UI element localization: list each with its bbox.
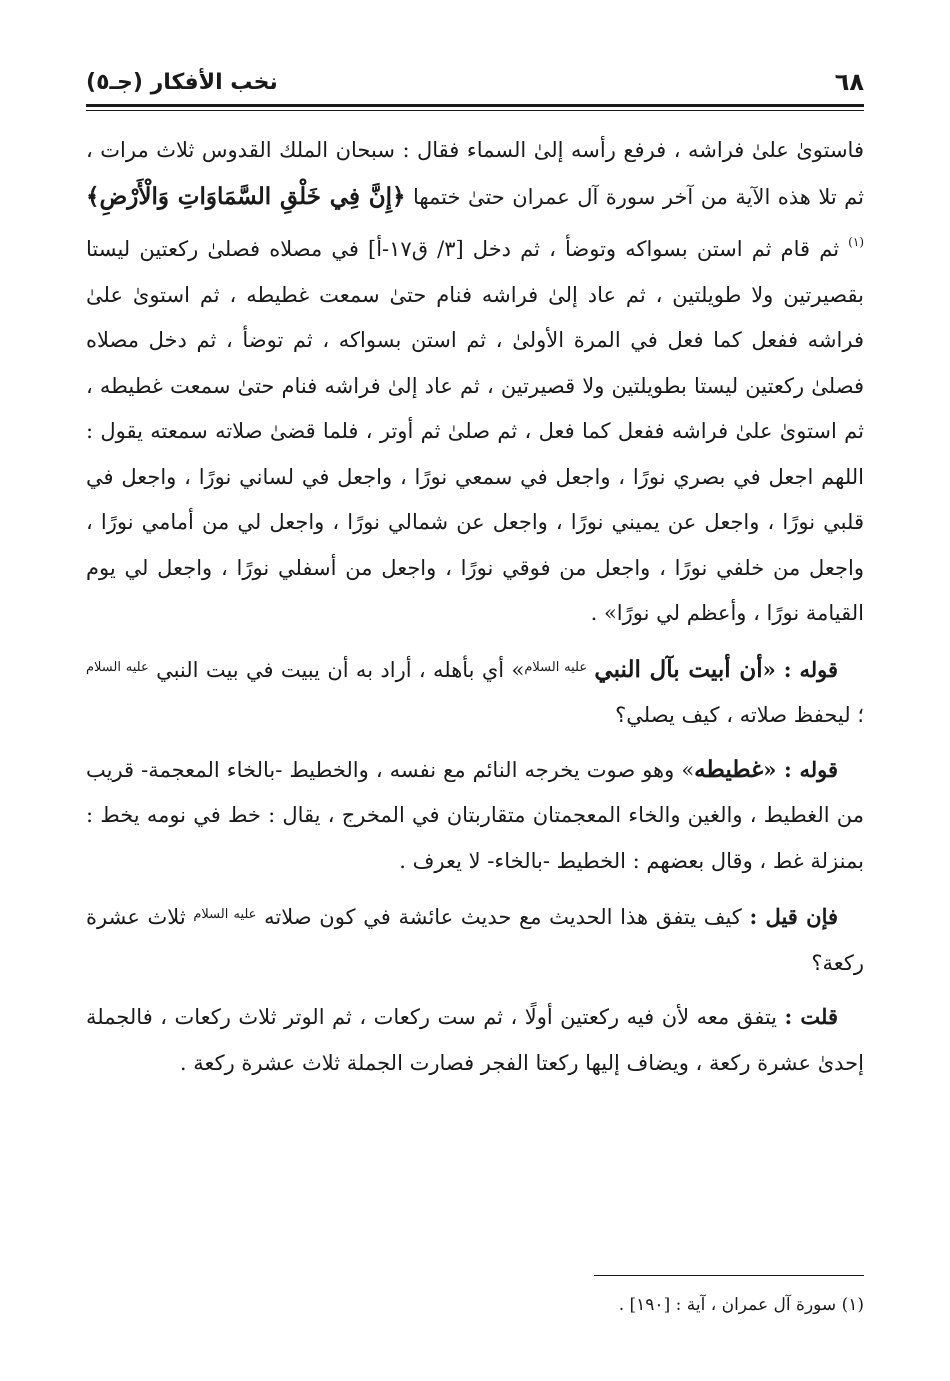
question-text: كيف يتفق هذا الحديث مع حديث عائشة في كون صلاته [256, 905, 750, 929]
paragraph-commentary-1 [86, 645, 864, 739]
lead-phrase: قوله : « [763, 756, 839, 782]
honorific-glyph: عليه السلام [524, 659, 588, 675]
running-title: نخب الأفكار (جـ٥) [86, 69, 278, 95]
footnote-rule [594, 1275, 864, 1276]
commentary-text: ؛ ليحفظ صلاته ، كيف يصلي؟ [615, 703, 864, 727]
page-number: ٦٨ [834, 68, 864, 96]
lead-phrase: فإن قيل : [749, 904, 839, 929]
quran-verse: ﴿إِنَّ فِي خَلْقِ السَّمَاوَاتِ وَالْأَرْضِ﴾ [86, 182, 406, 210]
hadith-text-part2: ثم قام ثم استن بسواكه وتوضأ ، ثم دخل [٣/ ق١٧-أ] في مصلاه فصلىٰ ركعتين ليستا بقصيرتين ولا طويلتين ، ثم عاد إلىٰ فراشه فنام حتىٰ سمعت غطيطه ، ثم استوىٰ علىٰ فراشه ففعل كما فعل في المرة الأولىٰ ، ثم استن بسواكه ، ثم توضأ ، ثم دخل مصلاه فصلىٰ ركعتين ليستا بطويلتين ولا قصيرتين ، ثم عاد إلىٰ فراشه فنام حتىٰ سمعت غطيطه ، ثم استوىٰ علىٰ فراشه ففعل كما فعل ، ثم صلىٰ ثم أوتر ، فلما قضىٰ صلاته سمعته يقول : اللهم اجعل في بصري نورًا ، واجعل في سمعي نورًا ، واجعل في لساني نورًا ، واجعل في قلبي نورًا ، واجعل عن يميني نورًا ، واجعل عن شمالي نورًا ، واجعل لي من أمامي نورًا ، واجعل من خلفي نورًا ، واجعل من فوقي نورًا ، واجعل من أسفلي نورًا ، واجعل لي يوم القيامة نورًا ، وأعظم لي نورًا» . [86, 237, 864, 625]
answer-text: يتفق معه لأن فيه ركعتين أولًا ، ثم ست ركعات ، ثم الوتر ثلاث ركعات ، فالجملة إحدىٰ عشرة ركعة ، ويضاف إليها ركعتا الفجر فصارت الجملة ثلاث عشرة ركعة . [86, 1005, 864, 1075]
page-header [86, 62, 864, 102]
quoted-phrase: غطيطه [694, 755, 764, 783]
paragraph-hadith [86, 128, 864, 637]
commentary-text: » وهو صوت يخرجه النائم مع نفسه ، والخطيط -بالخاء المعجمة- قريب من الغطيط ، والغين والخاء المعجمتان متقاربتان في المخرج ، يقال : خط في نومه يخط : بمنزلة غط ، وقال بعضهم : الخطيط -بالخاء- لا يعرف . [86, 757, 864, 873]
paragraph-commentary-2 [86, 747, 864, 885]
paragraph-answer [86, 994, 864, 1086]
lead-phrase: قوله : « [762, 656, 838, 682]
body-text [86, 128, 864, 1086]
lead-phrase: قلت : [784, 1004, 838, 1029]
hadith-text-part1: فاستوىٰ علىٰ فراشه ، فرفع رأسه إلىٰ السماء فقال : سبحان الملك القدوس ثلاث مرات ، ثم تلا هذه الآية من آخر سورة آل عمران حتىٰ ختمها [86, 138, 864, 209]
question-text: ثلاث عشرة ركعة؟ [86, 905, 864, 975]
paragraph-question [86, 892, 864, 986]
honorific-glyph: عليه السلام [86, 659, 149, 675]
footnote-reference: (١) [848, 235, 864, 249]
header-rule-thick [86, 104, 864, 107]
commentary-text: » أي بأهله ، أراد به أن يبيت في بيت النبي [148, 657, 525, 682]
honorific-glyph: عليه السلام [193, 907, 257, 922]
footnote: (١) سورة آل عمران ، آية : [١٩٠] . [618, 1295, 864, 1315]
quoted-phrase: أن أبيت بآل النبي [594, 655, 763, 683]
header-rule-thin [86, 110, 864, 111]
